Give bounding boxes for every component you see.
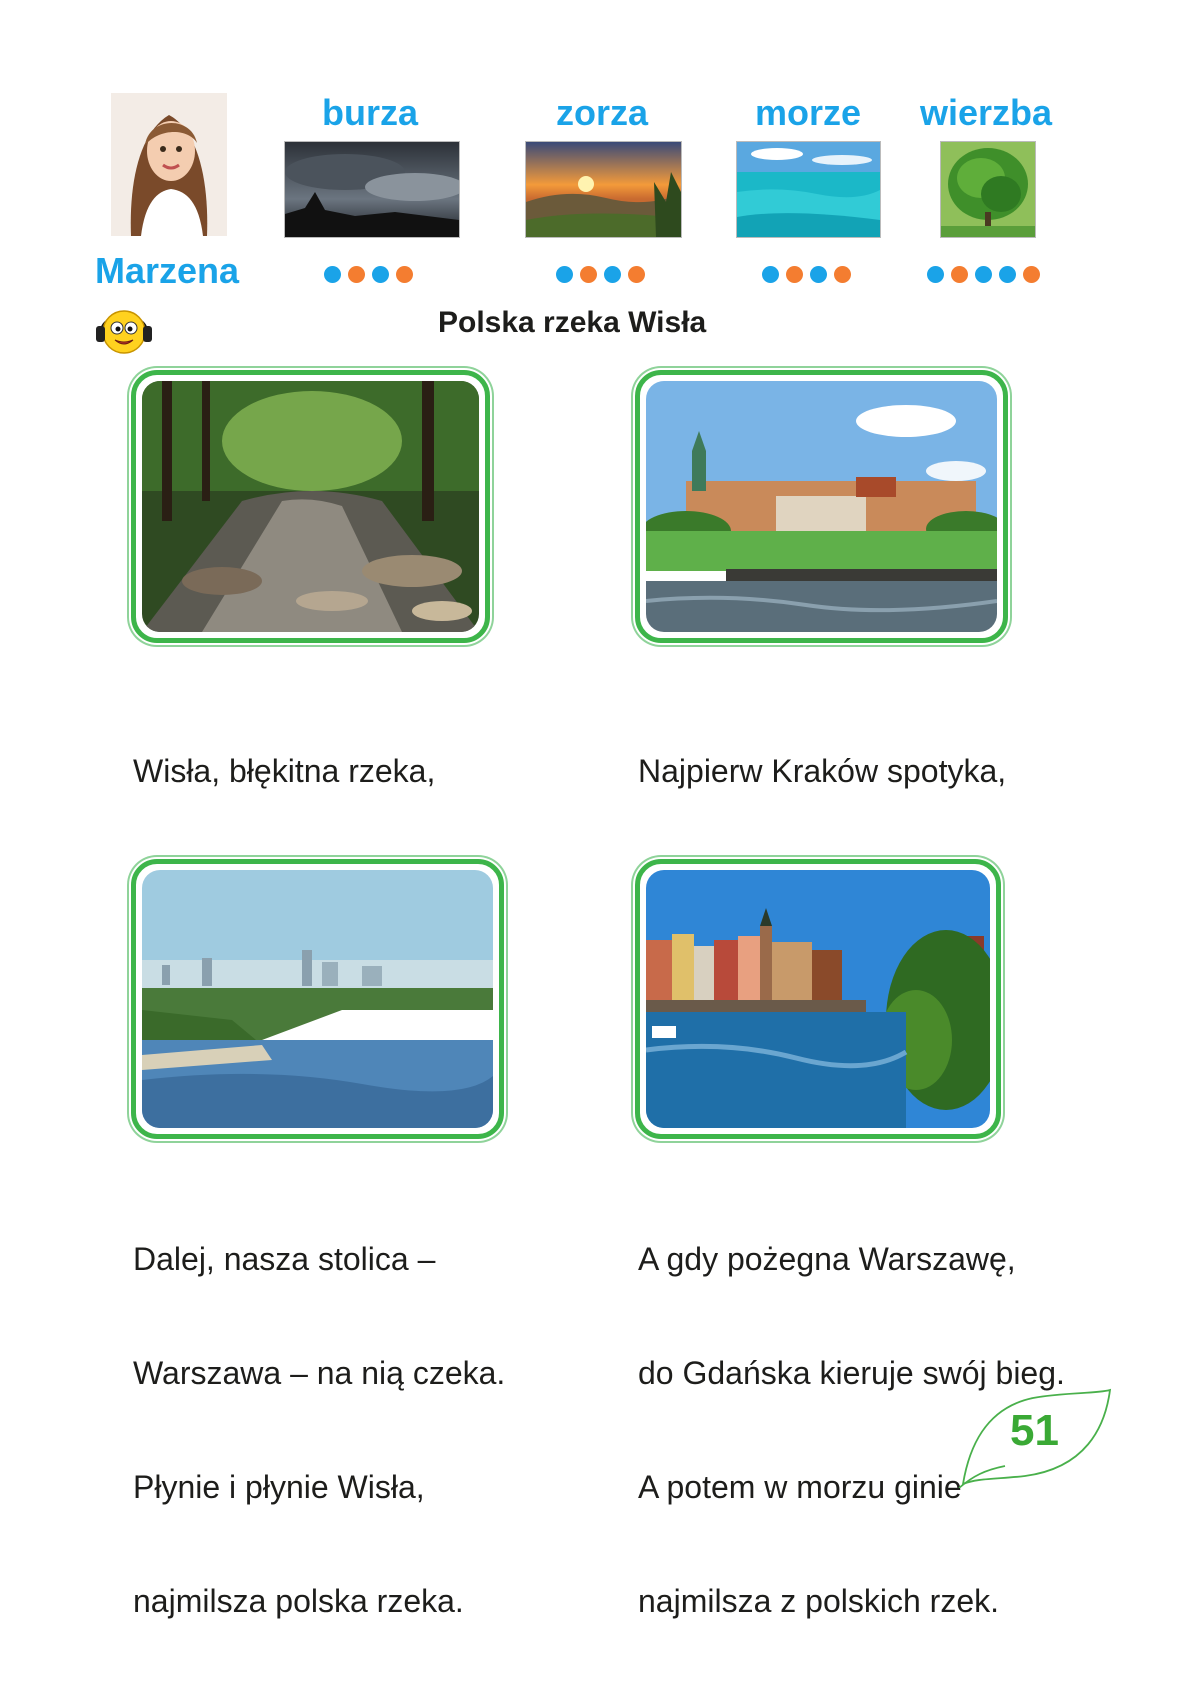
girl-photo [111,93,227,236]
storm-image [284,141,460,238]
willow-image [940,141,1036,238]
stanza-line: Dalej, nasza stolica – [133,1241,436,1277]
page-title: Polska rzeka Wisła [438,306,707,339]
stanza-3 [133,1164,505,1658]
word-label-burza: burza [321,92,418,133]
dot [556,266,573,283]
stanza-line: A potem w morzu ginie [638,1469,962,1505]
syllable-dots-burza [324,266,413,283]
syllable-dots-wierzba [927,266,1040,283]
stanza-line: A gdy pożegna Warszawę, [638,1241,1016,1277]
page-number: 51 [1010,1406,1059,1455]
dot [580,266,597,283]
syllable-dots-morze [762,266,851,283]
dot [324,266,341,283]
stanza-line: Najpierw Kraków spotyka, [638,753,1007,789]
dot [396,266,413,283]
word-label-zorza: zorza [555,92,649,133]
syllable-dots-zorza [556,266,645,283]
dot [810,266,827,283]
sunrise-image [525,141,682,238]
dot [628,266,645,283]
headphones-smiley-icon[interactable] [94,302,154,358]
dot [786,266,803,283]
wawel-castle-photo [646,381,997,632]
dot [975,266,992,283]
dot [604,266,621,283]
dot [1023,266,1040,283]
dot [372,266,389,283]
gdansk-riverside-photo [646,870,990,1128]
dot [762,266,779,283]
person-name: Marzena [95,250,240,291]
stanza-line: Wisła, błękitna rzeka, [133,753,436,789]
stanza-line: najmilsza polska rzeka. [133,1583,464,1619]
stanza-line: Płynie i płynie Wisła, [133,1469,425,1505]
dot [927,266,944,283]
stanza-line: Warszawa – na nią czeka. [133,1355,506,1391]
stanza-line: do Gdańska kieruje swój bieg. [638,1355,1065,1391]
sea-image [736,141,881,238]
word-label-wierzba: wierzba [919,92,1053,133]
photo-frame-gdansk [635,859,1001,1139]
dot [951,266,968,283]
dot [348,266,365,283]
photo-frame-wawel [635,370,1008,643]
photo-frame-mountain-stream [131,370,490,643]
warsaw-river-photo [142,870,493,1128]
photo-frame-warsaw [131,859,504,1139]
mountain-stream-photo [142,381,479,632]
dot [834,266,851,283]
word-label-morze: morze [754,92,862,133]
stanza-line: najmilsza z polskich rzek. [638,1583,999,1619]
dot [999,266,1016,283]
